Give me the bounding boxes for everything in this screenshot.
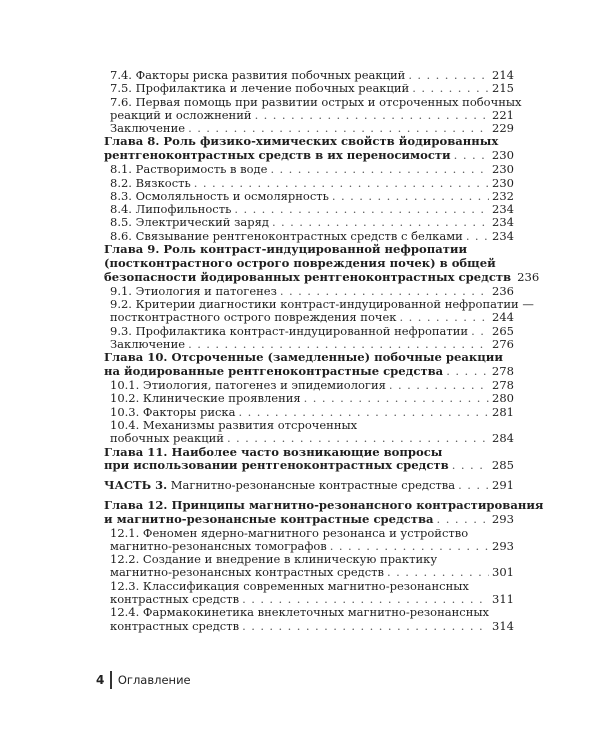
toc-entry-part[interactable] bbox=[104, 479, 514, 492]
toc-page-number: 280 bbox=[492, 391, 514, 406]
toc-entry-line bbox=[104, 177, 514, 190]
part-label: ЧАСТЬ 3. bbox=[104, 478, 168, 493]
toc-entry-title: 7.4. Факторы риска развития побочных реакций bbox=[110, 68, 406, 82]
toc-page-number: 293 bbox=[491, 511, 514, 526]
toc-entry-line bbox=[104, 69, 514, 82]
toc-entry-title: Глава 11. Наиболее часто возникающие вопросы bbox=[104, 444, 443, 459]
toc-entry-title: при использовании рентгеноконтрастных средств bbox=[104, 458, 449, 473]
toc-entry-line bbox=[104, 479, 514, 492]
toc-entry-title: 8.6. Связывание рентгеноконтрастных средств с белками bbox=[110, 228, 463, 243]
toc-entry-line bbox=[104, 135, 514, 149]
dot-leader bbox=[437, 513, 489, 527]
toc-entry-line bbox=[104, 122, 514, 135]
toc-entry-title: 9.1. Этиология и патогенез bbox=[110, 283, 277, 298]
dot-leader bbox=[238, 406, 489, 419]
toc-entry-sec[interactable] bbox=[104, 163, 514, 176]
toc-entry-line bbox=[104, 82, 514, 95]
page-number: 4 bbox=[96, 673, 105, 687]
toc-entry-sec[interactable] bbox=[104, 177, 514, 190]
toc-entry-title: 7.6. Первая помощь при развитии острых и отсроченных побочных bbox=[110, 94, 522, 109]
toc-entry-line bbox=[104, 190, 514, 203]
toc-entry-line bbox=[104, 566, 514, 579]
toc-entry-chapter[interactable] bbox=[104, 242, 540, 285]
dot-leader bbox=[399, 311, 489, 324]
toc-entry-title: безопасности йодированных рентгеноконтрастных средств bbox=[104, 269, 512, 284]
toc-entry-line bbox=[104, 497, 544, 513]
toc-entry-sec[interactable] bbox=[104, 203, 514, 216]
toc-entry-sec[interactable] bbox=[104, 69, 514, 82]
toc-entry-line bbox=[104, 297, 534, 312]
toc-entry-title: Заключение bbox=[110, 336, 186, 351]
toc-page-number: 293 bbox=[492, 538, 514, 553]
toc-entry-title: 8.5. Электрический заряд bbox=[110, 215, 269, 230]
toc-page-number: 276 bbox=[492, 336, 514, 351]
toc-page-number: 232 bbox=[492, 188, 514, 203]
dot-leader bbox=[332, 190, 489, 203]
toc-entry-line bbox=[104, 230, 514, 243]
dot-leader bbox=[446, 365, 489, 379]
dot-leader bbox=[194, 177, 489, 190]
toc-page-number: 301 bbox=[492, 565, 514, 580]
toc-entry-line bbox=[104, 459, 514, 473]
toc-entry-line bbox=[104, 269, 540, 285]
toc-entry-chapter[interactable] bbox=[104, 446, 514, 474]
dot-leader bbox=[280, 285, 489, 298]
toc-entry-line bbox=[104, 419, 514, 432]
toc-entry-sec[interactable] bbox=[104, 82, 514, 95]
toc-entry-title: Глава 10. Отсроченные (замедленные) побочные реакции bbox=[104, 350, 503, 365]
toc-entry-sec[interactable] bbox=[104, 406, 514, 419]
toc-entry-sec[interactable] bbox=[104, 94, 522, 123]
toc-entry-line bbox=[104, 163, 514, 176]
toc-entry-line bbox=[104, 257, 514, 271]
toc-entry-title: рентгеноконтрастных средств в их переносимости bbox=[104, 148, 451, 163]
toc-page-number: 221 bbox=[492, 107, 514, 122]
toc-entry-title: Заключение bbox=[110, 121, 186, 136]
toc-entry-line bbox=[104, 620, 514, 633]
toc-entry-title: контрастных средств bbox=[110, 618, 240, 633]
dot-leader bbox=[452, 459, 489, 473]
toc-page-number: 281 bbox=[492, 404, 514, 419]
toc-entry-line bbox=[104, 527, 514, 540]
toc-page-number: 215 bbox=[492, 81, 514, 96]
dot-leader bbox=[454, 149, 489, 163]
toc-entry-line bbox=[104, 325, 514, 338]
toc-page-number: 314 bbox=[492, 618, 514, 633]
toc-entry-title: магнитно-резонансных контрастных средств bbox=[110, 565, 385, 580]
toc-entry-title: магнитно-резонансных томографов bbox=[110, 538, 327, 553]
toc-entry-line bbox=[104, 351, 514, 365]
toc-entry-title: (постконтрастного острого повреждения почек) в общей bbox=[104, 255, 496, 270]
toc-entry-line bbox=[104, 94, 522, 109]
toc-entry-title: 12.3. Классификация современных магнитно-резонансных bbox=[110, 578, 469, 593]
toc-entry-sec[interactable] bbox=[104, 216, 514, 229]
footer-divider bbox=[110, 671, 112, 689]
dot-leader bbox=[387, 566, 489, 579]
toc-entry-title: 12.2. Создание и внедрение в клиническую практику bbox=[110, 552, 438, 567]
dot-leader bbox=[188, 122, 489, 135]
toc-entry-title: 7.5. Профилактика и лечение побочных реакций bbox=[110, 81, 410, 96]
toc-entry-sec[interactable] bbox=[104, 122, 514, 135]
toc-entry-chapter[interactable] bbox=[104, 135, 514, 163]
toc-page-number: 284 bbox=[492, 431, 514, 446]
toc-page-number: 311 bbox=[492, 591, 514, 606]
toc-entry-line bbox=[104, 338, 514, 351]
dot-leader bbox=[255, 109, 489, 122]
toc-entry-title: 9.3. Профилактика контраст-индуцированной нефропатии bbox=[110, 323, 469, 338]
toc-entry-line bbox=[104, 216, 514, 229]
dot-leader bbox=[272, 216, 489, 229]
dot-leader bbox=[389, 379, 489, 392]
toc-entry-title: Магнитно-резонансные контрастные средства bbox=[170, 478, 456, 493]
toc-entry-title: постконтрастного острого повреждения почек bbox=[110, 310, 397, 325]
toc-entry-title: 8.4. Липофильность bbox=[110, 202, 232, 217]
toc-entry-line bbox=[104, 593, 514, 606]
toc-entry-sec[interactable] bbox=[104, 392, 514, 405]
toc-page-number: 236 bbox=[492, 283, 514, 298]
toc-entry-line bbox=[104, 392, 514, 405]
toc-entry-sec[interactable] bbox=[104, 606, 514, 633]
toc-entry-title: 12.4. Фармакокинетика внеклеточных магнитно-резонансных bbox=[110, 605, 490, 620]
toc-page-number: 278 bbox=[491, 364, 514, 379]
toc-entry-line bbox=[104, 406, 514, 419]
toc-entry-title: и магнитно-резонансные контрастные средства bbox=[104, 511, 434, 526]
toc-entry-line bbox=[104, 203, 514, 216]
toc-page-number: 236 bbox=[517, 269, 540, 284]
toc-entry-line bbox=[104, 540, 514, 553]
dot-leader bbox=[304, 392, 489, 405]
toc-page-number: 291 bbox=[492, 478, 514, 493]
toc-entry-title: побочных реакций bbox=[110, 431, 224, 446]
toc-entry-title: 8.2. Вязкость bbox=[110, 175, 191, 190]
toc-entry-title: реакций и осложнений bbox=[110, 107, 252, 122]
toc-entry-sec[interactable] bbox=[104, 285, 514, 298]
dot-leader bbox=[242, 593, 489, 606]
toc-entry-title: контрастных средств bbox=[110, 591, 240, 606]
dot-leader bbox=[227, 432, 489, 445]
toc-entry-sec[interactable] bbox=[104, 190, 514, 203]
toc-entry-title: Глава 9. Роль контраст-индуцированной нефропатии bbox=[104, 242, 468, 257]
toc-entry-sec[interactable] bbox=[104, 527, 514, 554]
dot-leader bbox=[471, 325, 489, 338]
toc-entry-line bbox=[104, 580, 514, 593]
toc-page-number: 278 bbox=[492, 378, 514, 393]
dot-leader bbox=[408, 69, 489, 82]
toc-entry-sec[interactable] bbox=[104, 230, 514, 243]
toc-page-number: 229 bbox=[492, 121, 514, 136]
toc-entry-line bbox=[104, 109, 514, 122]
toc-page-number: 214 bbox=[492, 68, 514, 82]
toc-entry-line bbox=[104, 606, 514, 619]
toc-page-number: 265 bbox=[492, 323, 514, 338]
toc-entry-sec[interactable] bbox=[104, 325, 514, 338]
toc-entry-line bbox=[104, 446, 514, 460]
toc-page-number: 230 bbox=[491, 148, 514, 163]
toc-entry-chapter[interactable] bbox=[104, 351, 514, 379]
toc-entry-chapter[interactable] bbox=[104, 497, 544, 527]
toc-page-number: 230 bbox=[492, 175, 514, 190]
toc-entry-line bbox=[104, 149, 514, 163]
toc-entry-title: 10.2. Клинические проявления bbox=[110, 391, 301, 406]
toc-page-number: 234 bbox=[492, 215, 514, 230]
dot-leader bbox=[458, 479, 489, 492]
toc-entry-title: 8.1. Растворимость в воде bbox=[110, 162, 268, 177]
toc-entry-line bbox=[104, 553, 514, 566]
toc-entry-line bbox=[104, 285, 514, 298]
toc-page-number: 285 bbox=[491, 458, 514, 473]
toc-entry-title: Глава 12. Принципы магнитно-резонансного контрастирования bbox=[104, 497, 544, 512]
toc-entry-sec[interactable] bbox=[104, 553, 514, 580]
toc-entry-sec[interactable] bbox=[104, 580, 514, 607]
toc-page-number: 234 bbox=[492, 228, 514, 243]
dot-leader bbox=[412, 82, 489, 95]
toc-entry-title: 10.1. Этиология, патогенез и эпидемиология bbox=[110, 378, 386, 393]
toc-entry-title: 12.1. Феномен ядерно-магнитного резонанса и устройство bbox=[110, 525, 469, 540]
table-of-contents bbox=[104, 68, 544, 633]
toc-entry-line bbox=[104, 365, 514, 379]
toc-entry-sec[interactable] bbox=[104, 379, 514, 392]
toc-entry-sec[interactable] bbox=[104, 338, 514, 351]
running-title: Оглавление bbox=[117, 673, 191, 687]
dot-leader bbox=[234, 203, 489, 216]
toc-entry-sec[interactable] bbox=[104, 419, 514, 446]
toc-entry-title: 10.3. Факторы риска bbox=[110, 404, 236, 419]
toc-entry-title: 9.2. Критерии диагностики контраст-индуцированной нефропатии — bbox=[110, 297, 534, 312]
dot-leader bbox=[242, 620, 489, 633]
toc-page-number: 244 bbox=[492, 310, 514, 325]
toc-entry-title: 8.3. Осмоляльность и осмолярность bbox=[110, 188, 329, 203]
toc-entry-line bbox=[104, 311, 514, 324]
toc-page-number: 234 bbox=[492, 202, 514, 217]
dot-leader bbox=[330, 540, 489, 553]
toc-entry-line bbox=[104, 432, 514, 445]
toc-entry-line bbox=[104, 513, 514, 527]
page-footer bbox=[96, 670, 191, 690]
dot-leader bbox=[188, 338, 489, 351]
toc-entry-line bbox=[104, 379, 514, 392]
dot-leader bbox=[270, 163, 489, 176]
toc-entry-title: 10.4. Механизмы развития отсроченных bbox=[110, 417, 358, 432]
toc-entry-line bbox=[104, 243, 514, 257]
toc-page-number: 230 bbox=[492, 162, 514, 177]
dot-leader bbox=[466, 230, 489, 243]
toc-entry-sec[interactable] bbox=[104, 297, 534, 325]
toc-entry-title: Глава 8. Роль физико-химических свойств йодированных bbox=[104, 134, 499, 149]
toc-entry-title: на йодированные рентгеноконтрастные средства bbox=[104, 364, 444, 379]
